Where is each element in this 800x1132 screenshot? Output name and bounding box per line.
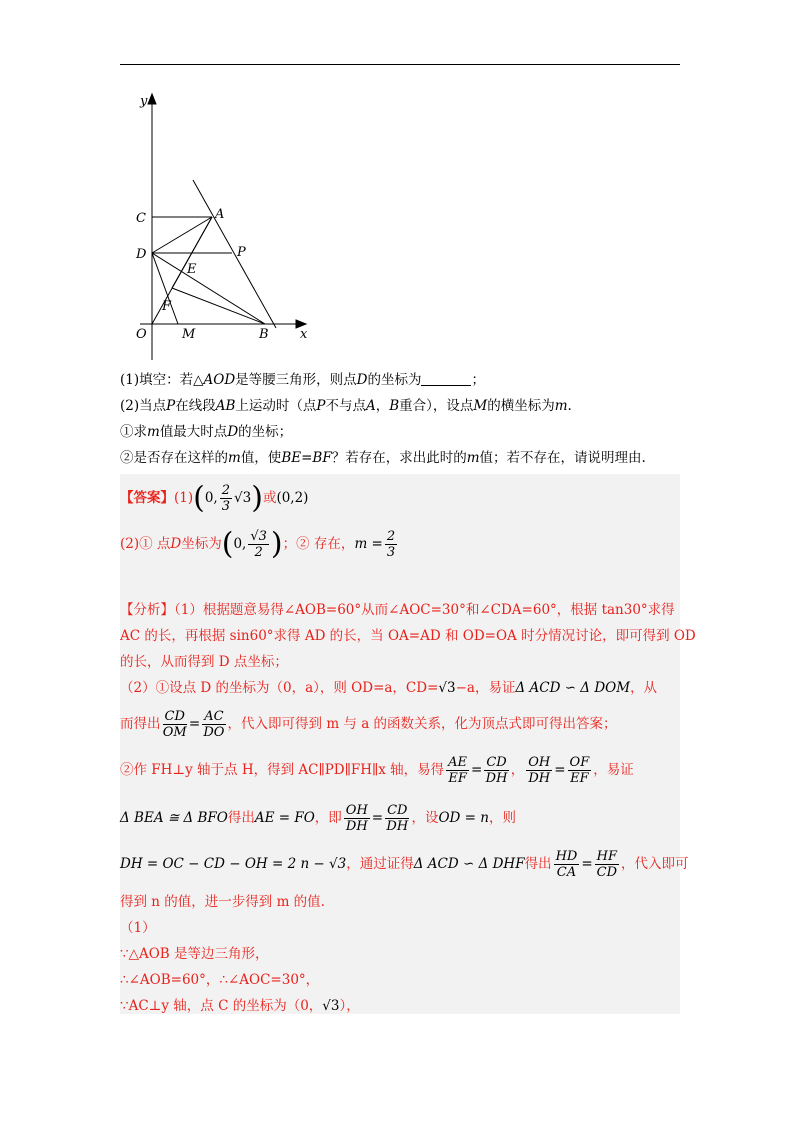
- y-arrow: [148, 94, 156, 104]
- analysis-line-4: （2）①设点 D 的坐标为（0，a），则 OD=a，CD=√3−a，易证Δ ACD ∽ Δ DOM，从: [120, 680, 658, 696]
- answer-blank[interactable]: [421, 372, 471, 386]
- label-A: A: [215, 207, 225, 222]
- label-O: O: [136, 327, 147, 342]
- question-1: (1)填空：若△AOD是等腰三角形，则点D的坐标为 ；: [120, 372, 485, 388]
- analysis-line-3: 的长，从而得到 D 点坐标；: [120, 654, 288, 670]
- analysis-line-8: DH = OC − CD − OH = 2 n − √3，通过证得Δ ACD ∽ Δ DHF得出 $\frac{HD}{CA}$ = $\frac{HF}{CD}$ ，代入即可: [120, 849, 689, 880]
- label-D: D: [136, 247, 147, 262]
- analysis-line-2: AC 的长，再根据 sin60°求得 AD 的长，当 OA=AD 和 OD=OA 时分情况讨论，即可得到 OD: [120, 628, 696, 644]
- geometry-figure: [120, 88, 320, 363]
- line-through-A-B: [193, 180, 276, 328]
- header-rule: [120, 64, 680, 65]
- label-x: x: [300, 327, 308, 342]
- analysis-line-11: ∵△AOB 是等边三角形，: [120, 946, 269, 962]
- question-2-1: ①求m值最大时点D的坐标；: [120, 424, 293, 440]
- analysis-line-7: Δ BEA ≅ Δ BFO得出AE = FO，即 $\frac{OH}{DH}$ = $\frac{CD}{DH}$ ，设OD = n，则: [120, 803, 516, 834]
- analysis-line-10: （1）: [120, 920, 156, 936]
- analysis-line-1: 【分析】（1）根据题意易得∠AOB=60°从而∠AOC=30°和∠CDA=60°，根据 tan30°求得: [120, 602, 675, 618]
- segment-DA: [152, 217, 212, 253]
- question-2-2: ②是否存在这样的m值，使BE=BF？若存在，求出此时的m值；若不存在，请说明理由.: [120, 450, 646, 466]
- label-P: P: [237, 245, 246, 260]
- question-2: (2)当点P在线段AB上运动时（点P不与点A，B重合），设点M的横坐标为m.: [120, 398, 572, 414]
- label-E: E: [187, 262, 197, 277]
- label-y: y: [140, 94, 148, 109]
- answer-line-1: 【答案】(1)(0, $\frac{2}{3}$ √3)或(0,2): [120, 480, 309, 516]
- label-B: B: [259, 327, 269, 342]
- label-C: C: [136, 211, 146, 226]
- segment-FB: [172, 288, 265, 324]
- analysis-line-13: ∵AC⊥y 轴，点 C 的坐标为（0，√3），: [120, 998, 360, 1014]
- label-M: M: [182, 327, 196, 342]
- analysis-line-6: ②作 FH⊥y 轴于点 H，得到 AC∥PD∥FH∥x 轴，易得 $\frac{AE}{EF}$ = $\frac{CD}{DH}$ ， $\frac{OH}{DH}$ = $\frac{OF}{EF}$ ，易证: [120, 755, 634, 786]
- label-F: F: [162, 299, 172, 314]
- answer-line-2: (2)① 点D坐标为(0, $\frac{√3}{2}$ )；② 存在，m = $\frac{2}{3}$: [120, 526, 396, 562]
- analysis-line-9: 得到 n 的值，进一步得到 m 的值.: [120, 894, 325, 910]
- analysis-line-12: ∴∠AOB=60°，∴∠AOC=30°，: [120, 972, 320, 988]
- analysis-line-5: 而得出 $\frac{CD}{OM}$ = $\frac{AC}{DO}$ ，代入即可得到 m 与 a 的函数关系，化为顶点式即可得出答案；: [120, 709, 617, 740]
